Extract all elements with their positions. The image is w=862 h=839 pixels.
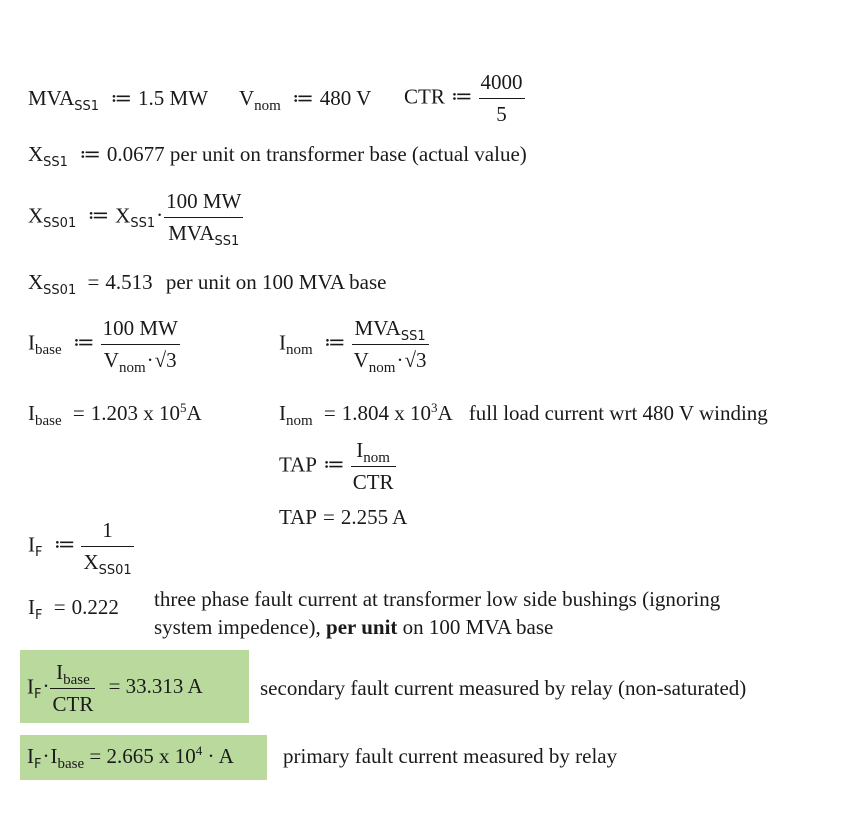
vnom-definition bbox=[239, 86, 372, 114]
if-note-line2 bbox=[154, 615, 553, 640]
multiply-dot: · bbox=[156, 203, 164, 228]
secondary-numerator bbox=[50, 660, 95, 689]
ibase-symbol: I bbox=[28, 330, 35, 355]
xss01-subscript: SS01 bbox=[43, 216, 77, 232]
tap-fraction bbox=[351, 438, 396, 495]
inom-denominator bbox=[352, 345, 429, 376]
secondary-value: = 33.313 A bbox=[108, 674, 203, 699]
ibase-mantissa: 1.203 x 10 bbox=[90, 401, 180, 425]
primary-note: primary fault current measured by relay bbox=[283, 744, 618, 768]
xss1-subscript: SS1 bbox=[43, 155, 68, 170]
inom-subscript: nom bbox=[363, 450, 390, 466]
assign-operator: ≔ bbox=[79, 142, 101, 166]
tap-symbol: TAP bbox=[279, 505, 317, 529]
ibase-symbol: I bbox=[50, 744, 58, 768]
vnom-symbol: V bbox=[103, 348, 119, 372]
multiply-dot: · bbox=[42, 674, 50, 699]
tap-symbol: TAP bbox=[279, 452, 317, 477]
xss1-value: 0.0677 bbox=[106, 142, 165, 166]
multiply-dot: · bbox=[396, 348, 404, 372]
if-subscript: F bbox=[35, 608, 43, 623]
tap-value: 2.255 A bbox=[340, 505, 408, 529]
secondary-current-expression bbox=[27, 660, 203, 717]
xss1-symbol: X bbox=[28, 142, 44, 166]
xss01-symbol: X bbox=[83, 550, 99, 574]
ctr-numerator: 4000 bbox=[479, 70, 525, 99]
if-definition bbox=[28, 518, 134, 578]
multiply-dot: · bbox=[146, 348, 154, 372]
if-symbol: I bbox=[28, 532, 35, 557]
if-symbol: I bbox=[28, 595, 35, 619]
equals-operator: = bbox=[323, 401, 336, 425]
ibase-subscript: base bbox=[35, 413, 62, 429]
inom-symbol: I bbox=[279, 401, 286, 425]
assign-operator: ≔ bbox=[110, 86, 133, 110]
inom-definition bbox=[279, 316, 429, 376]
mva-subscript: SS1 bbox=[400, 329, 426, 344]
ctr-denominator: 5 bbox=[496, 102, 507, 126]
xss1-note: per unit on transformer base (actual value) bbox=[169, 142, 527, 166]
xss01-note: per unit on 100 MVA base bbox=[165, 270, 387, 294]
ibase-symbol: I bbox=[28, 401, 35, 425]
ibase-numerator: 100 MW bbox=[101, 316, 180, 345]
ibase-definition bbox=[28, 316, 180, 376]
vnom-subscript: nom bbox=[118, 360, 146, 376]
ibase-subscript: base bbox=[35, 342, 62, 359]
mva-value: 1.5 MW bbox=[138, 86, 209, 110]
xss01-fraction bbox=[164, 189, 243, 249]
mva-subscript: SS1 bbox=[74, 99, 100, 114]
ctr-definition bbox=[404, 70, 525, 127]
if-fraction bbox=[81, 518, 133, 578]
vnom-symbol: V bbox=[353, 348, 369, 372]
assign-operator: ≔ bbox=[323, 452, 345, 477]
xss01-value: 4.513 bbox=[105, 270, 153, 294]
xss01-symbol: X bbox=[28, 203, 44, 228]
ibase-unit: A bbox=[186, 401, 202, 425]
assign-operator: ≔ bbox=[72, 330, 95, 355]
tap-definition bbox=[279, 438, 396, 495]
mva-symbol: MVA bbox=[354, 316, 401, 340]
vnom-value: 480 V bbox=[319, 86, 372, 110]
primary-exponent: 4 bbox=[195, 743, 203, 758]
if-denominator bbox=[81, 547, 133, 578]
inom-unit: A bbox=[437, 401, 452, 425]
inom-symbol: I bbox=[356, 438, 364, 462]
xss1-definition bbox=[28, 142, 527, 170]
vnom-subscript: nom bbox=[254, 98, 281, 114]
xss01-symbol: X bbox=[28, 270, 44, 294]
sqrt3: √3 bbox=[404, 348, 427, 372]
inom-exponent: 3 bbox=[431, 400, 438, 415]
ibase-result bbox=[28, 400, 202, 429]
if-note-pre: system impedence), bbox=[154, 615, 321, 639]
if-result bbox=[28, 595, 119, 623]
assign-operator: ≔ bbox=[292, 86, 314, 110]
xss01-definition bbox=[28, 189, 243, 249]
xss01-numerator: 100 MW bbox=[164, 189, 243, 218]
ibase-subscript: base bbox=[63, 672, 90, 688]
if-value: 0.222 bbox=[71, 595, 119, 619]
if-subscript: F bbox=[34, 757, 42, 772]
equals-operator: = bbox=[87, 270, 100, 294]
mva-symbol: MVA bbox=[168, 221, 215, 245]
assign-operator: ≔ bbox=[87, 203, 110, 228]
ibase-symbol: I bbox=[56, 660, 64, 684]
tap-result bbox=[279, 505, 407, 530]
mva-symbol: MVA bbox=[28, 86, 75, 110]
tap-numerator bbox=[351, 438, 396, 467]
primary-current-expression bbox=[27, 743, 234, 772]
given-values-row bbox=[28, 86, 209, 114]
if-note-bold: per unit bbox=[326, 615, 398, 639]
mva-subscript: SS1 bbox=[214, 234, 240, 249]
if-note-post: on 100 MVA base bbox=[402, 615, 554, 639]
assign-operator: ≔ bbox=[53, 532, 76, 557]
xss01-result bbox=[28, 270, 387, 298]
inom-fraction bbox=[352, 316, 429, 376]
primary-unit: · A bbox=[207, 744, 234, 768]
multiply-dot: · bbox=[42, 744, 50, 768]
xss1-rhs-symbol: X bbox=[115, 203, 131, 228]
secondary-note: secondary fault current measured by relay (non-saturated) bbox=[260, 676, 747, 700]
vnom-symbol: V bbox=[239, 86, 255, 110]
vnom-subscript: nom bbox=[368, 360, 396, 376]
assign-operator: ≔ bbox=[450, 84, 473, 109]
xss01-subscript: SS01 bbox=[43, 283, 77, 298]
xss1-rhs-subscript: SS1 bbox=[130, 216, 156, 232]
xss01-subscript: SS01 bbox=[98, 563, 132, 578]
ibase-exponent: 5 bbox=[180, 400, 187, 415]
primary-mantissa: = 2.665 x 10 bbox=[89, 744, 196, 768]
equals-operator: = bbox=[72, 401, 85, 425]
ibase-fraction bbox=[101, 316, 180, 376]
tap-denominator: CTR bbox=[352, 470, 394, 494]
if-symbol: I bbox=[27, 674, 34, 699]
if-note-line1: three phase fault current at transformer low side bushings (ignoring bbox=[154, 587, 721, 611]
inom-numerator bbox=[352, 316, 429, 345]
inom-result bbox=[279, 400, 768, 429]
if-subscript: F bbox=[35, 545, 43, 561]
if-subscript: F bbox=[34, 687, 42, 703]
inom-note: full load current wrt 480 V winding bbox=[468, 401, 768, 425]
if-numerator: 1 bbox=[81, 518, 133, 547]
inom-mantissa: 1.804 x 10 bbox=[341, 401, 432, 425]
ibase-subscript: base bbox=[57, 756, 85, 772]
ibase-denominator bbox=[101, 345, 180, 376]
inom-subscript: nom bbox=[286, 413, 313, 429]
secondary-fraction bbox=[50, 660, 95, 717]
xss01-denominator bbox=[164, 218, 243, 249]
if-symbol: I bbox=[27, 744, 34, 768]
inom-symbol: I bbox=[279, 330, 286, 355]
sqrt3: √3 bbox=[154, 348, 177, 372]
inom-subscript: nom bbox=[286, 342, 313, 359]
equals-operator: = bbox=[323, 505, 335, 529]
ctr-fraction bbox=[479, 70, 525, 127]
equals-operator: = bbox=[53, 595, 66, 619]
secondary-denominator: CTR bbox=[52, 692, 94, 716]
ctr-symbol: CTR bbox=[404, 84, 445, 109]
assign-operator: ≔ bbox=[323, 330, 346, 355]
